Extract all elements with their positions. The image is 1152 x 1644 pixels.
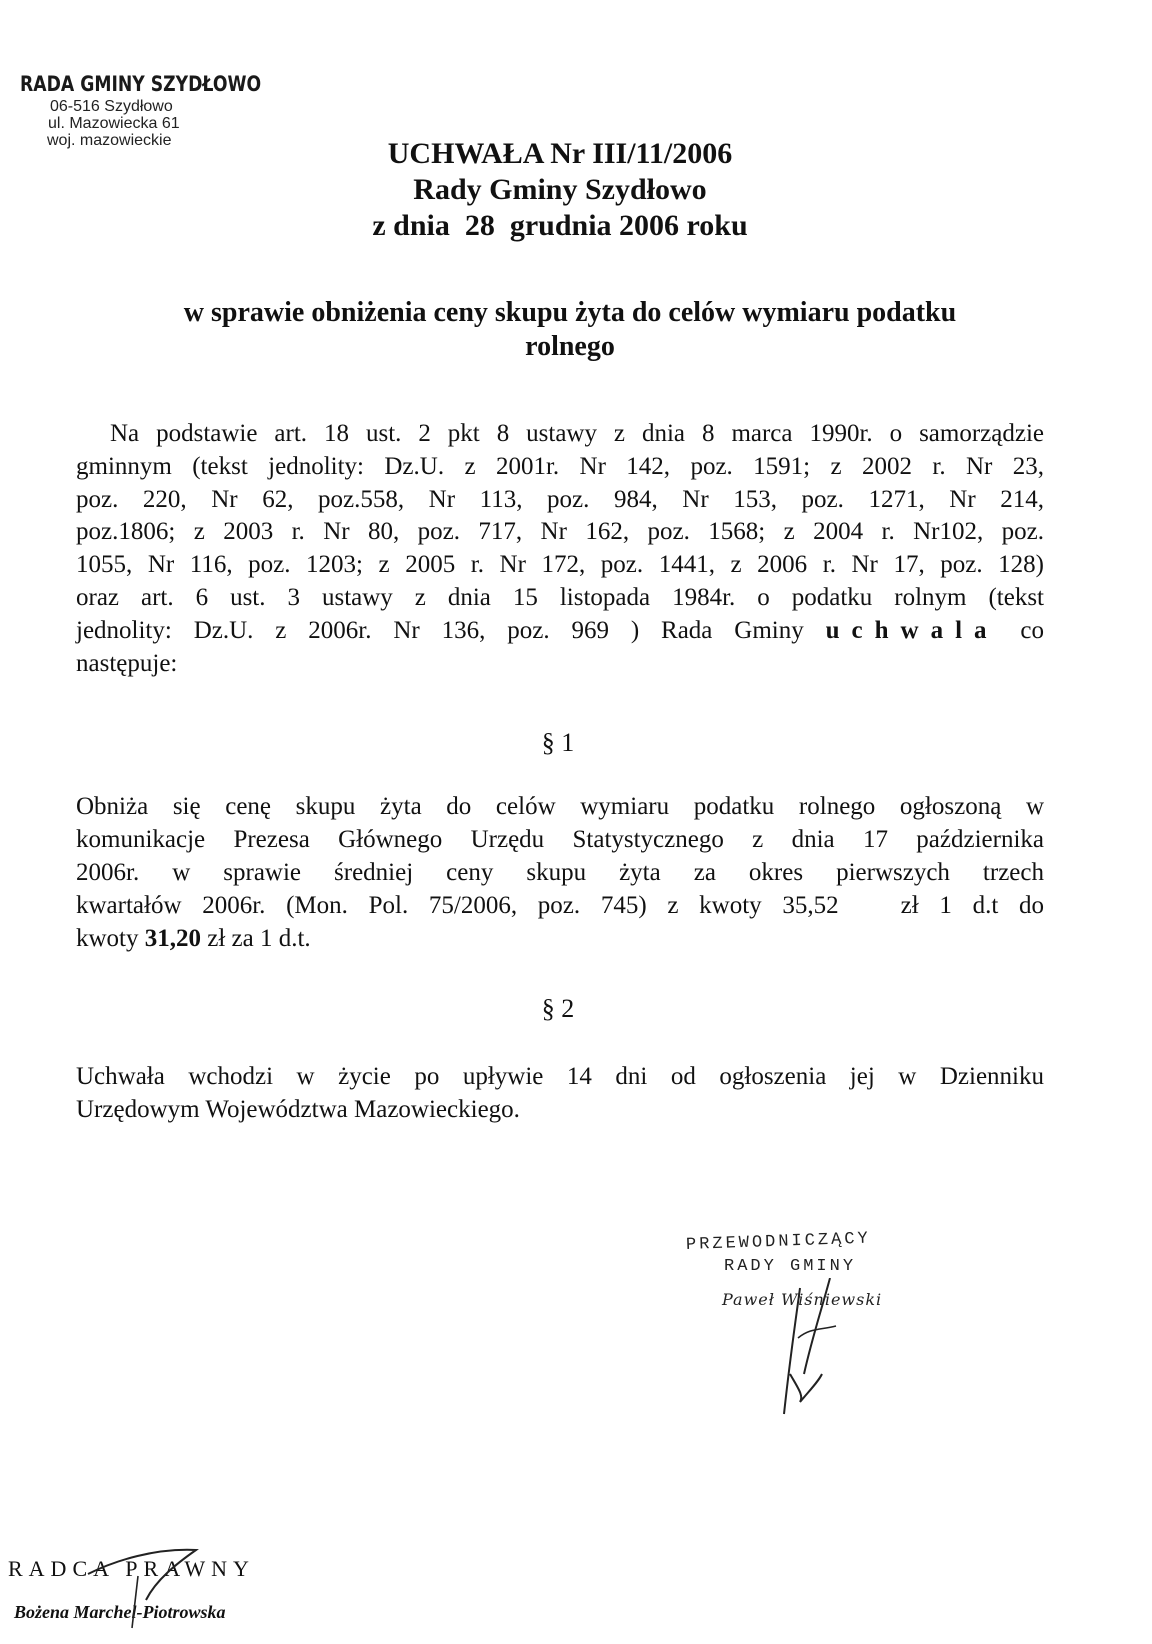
subject-line: rolnego: [525, 331, 615, 362]
paragraph-line: kwartałów 2006r. (Mon. Pol. 75/2006, poz. 745) z kwoty 35,52 zł 1 d.t do: [76, 892, 1044, 919]
line-text: co: [1020, 616, 1045, 644]
paragraph-line: [76, 615, 1044, 648]
paragraph-line: Uchwała wchodzi w życie po upływie 14 dni od ogłoszenia jej w Dzienniku: [76, 1063, 1044, 1090]
section-2-heading: § 2: [541, 994, 575, 1023]
legal-basis-paragraph: [76, 418, 1044, 680]
paragraph-line: Obniża się cenę skupu żyta do celów wymiaru podatku rolnego ogłoszoną w: [76, 793, 1044, 820]
chairman-name: Paweł Wiśniewski: [722, 1290, 883, 1309]
stamp-postal-line: 06-516 Szydłowo: [50, 98, 173, 115]
chairman-signature: [760, 1278, 880, 1418]
stamp-title: RADA GMINY SZYDŁOWO: [20, 72, 262, 96]
stamp-street-line: ul. Mazowiecka 61: [48, 115, 180, 132]
paragraph-line: gminnym (tekst jednolity: Dz.U. z 2001r. Nr 142, poz. 1591; z 2002 r. Nr 23,: [76, 452, 1044, 480]
subject-line: w sprawie obniżenia ceny skupu żyta do celów wymiaru podatku: [183, 297, 957, 328]
paragraph-line: Na podstawie art. 18 ust. 2 pkt 8 ustawy z dnia 8 marca 1990r. o samorządzie: [110, 420, 1044, 447]
resolution-date: z dnia 28 grudnia 2006 roku: [372, 209, 748, 242]
section-2-paragraph: [76, 1060, 1044, 1126]
council-address-stamp: [20, 72, 314, 149]
paragraph-line: 2006r. w sprawie średniej ceny skupu żyta za okres pierwszych trzech: [76, 859, 1044, 886]
section-1-heading: § 1: [541, 728, 575, 757]
paragraph-line: następuje:: [76, 649, 178, 677]
resolution-subject: [90, 296, 1050, 364]
legal-advisor-signature: [86, 1540, 246, 1630]
legal-advisor-title: RADCA PRAWNY: [8, 1556, 255, 1581]
paragraph-line: oraz art. 6 ust. 3 ustawy z dnia 15 listopada 1984r. o podatku rolnym (tekst: [76, 583, 1044, 611]
paragraph-line: komunikacje Prezesa Głównego Urzędu Statystycznego z dnia 17 października: [76, 826, 1044, 853]
chairman-title: PRZEWODNICZĄCY: [685, 1229, 872, 1255]
paragraph-line: 1055, Nr 116, poz. 1203; z 2005 r. Nr 172, poz. 1441, z 2006 r. Nr 17, poz. 128): [76, 551, 1044, 579]
paragraph-line: [76, 922, 1044, 955]
resolution-issuer: Rady Gminy Szydłowo: [413, 173, 707, 206]
paragraph-line: poz. 220, Nr 62, poz.558, Nr 113, poz. 984, Nr 153, poz. 1271, Nr 214,: [76, 485, 1044, 513]
paragraph-line: poz.1806; z 2003 r. Nr 80, poz. 717, Nr 162, poz. 1568; z 2004 r. Nr102, poz.: [76, 518, 1044, 546]
section-1-paragraph: [76, 790, 1044, 955]
paragraph-line: Urzędowym Województwa Mazowieckiego.: [76, 1096, 520, 1123]
legal-advisor-name: Bożena Marchel-Piotrowska: [14, 1602, 226, 1622]
resolution-title: [300, 136, 820, 244]
new-price-value: 31,20: [144, 925, 201, 952]
line-text: kwoty: [76, 925, 139, 952]
uchwala-emphasis: uchwala: [825, 616, 999, 644]
chairman-council: RADY GMINY: [724, 1257, 857, 1276]
line-text: jednolity: Dz.U. z 2006r. Nr 136, poz. 969 ) Rada Gminy: [76, 616, 804, 644]
line-text: zł za 1 d.t.: [207, 925, 311, 952]
resolution-number: UCHWAŁA Nr III/11/2006: [387, 137, 733, 170]
stamp-voivodeship-line: woj. mazowieckie: [47, 132, 172, 149]
